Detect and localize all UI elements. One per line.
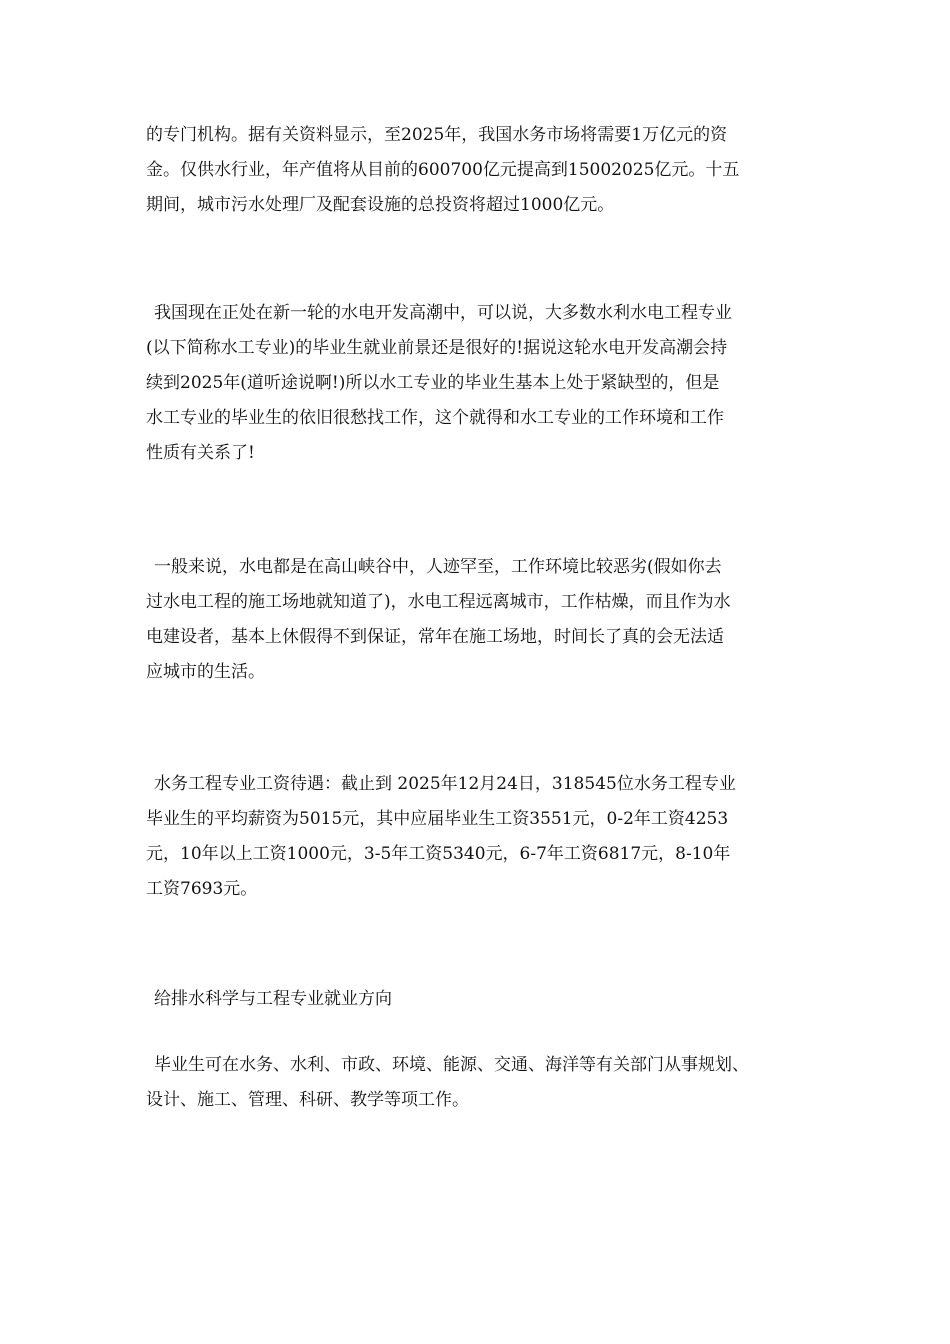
text-line: 设计、施工、管理、科研、教学等项工作。 bbox=[146, 1090, 469, 1110]
text-line: 毕业生的平均薪资为5015元，其中应届毕业生工资3551元，0-2年工资4253 bbox=[146, 809, 729, 829]
paragraph-employment-fields bbox=[146, 1048, 826, 1118]
text-line: 一般来说，水电都是在高山峡谷中，人迹罕至，工作环境比较恶劣(假如你去 bbox=[154, 557, 722, 577]
text-line: 性质有关系了! bbox=[146, 443, 255, 463]
text-line: 金。仅供水行业，年产值将从目前的600700亿元提高到15002025亿元。十五 bbox=[146, 160, 740, 180]
text-line: 续到2025年(道听途说啊!)所以水工专业的毕业生基本上处于紧缺型的，但是 bbox=[146, 373, 720, 393]
text-line: 元，10年以上工资1000元，3-5年工资5340元，6-7年工资6817元，8-10年 bbox=[146, 844, 731, 864]
text-line: 期间，城市污水处理厂及配套设施的总投资将超过1000亿元。 bbox=[146, 195, 615, 215]
text-line: 水工专业的毕业生的依旧很愁找工作，这个就得和水工专业的工作环境和工作 bbox=[146, 408, 724, 428]
text-line: 的专门机构。据有关资料显示，至2025年，我国水务市场将需要1万亿元的资 bbox=[146, 125, 728, 145]
text-line: 我国现在正处在新一轮的水电开发高潮中，可以说，大多数水利水电工程专业 bbox=[154, 303, 732, 323]
text-line: 毕业生可在水务、水利、市政、环境、能源、交通、海洋等有关部门从事规划、 bbox=[154, 1055, 749, 1075]
text-line: 水务工程专业工资待遇：截止到 2025年12月24日，318545位水务工程专业 bbox=[154, 774, 736, 794]
paragraph-work-environment bbox=[146, 550, 826, 690]
text-line: 工资7693元。 bbox=[146, 879, 258, 899]
paragraph-water-market bbox=[146, 118, 826, 223]
text-line: 应城市的生活。 bbox=[146, 662, 265, 682]
paragraph-hydropower-prospects bbox=[146, 296, 826, 471]
section-heading-employment-direction bbox=[146, 982, 826, 1017]
paragraph-salary bbox=[146, 767, 826, 907]
text-line: 过水电工程的施工场地就知道了)，水电工程远离城市，工作枯燥，而且作为水 bbox=[146, 592, 731, 612]
text-line: 电建设者，基本上休假得不到保证，常年在施工场地，时间长了真的会无法适 bbox=[146, 627, 724, 647]
text-line: 给排水科学与工程专业就业方向 bbox=[154, 989, 392, 1009]
text-line: (以下简称水工专业)的毕业生就业前景还是很好的!据说这轮水电开发高潮会持 bbox=[146, 338, 728, 358]
